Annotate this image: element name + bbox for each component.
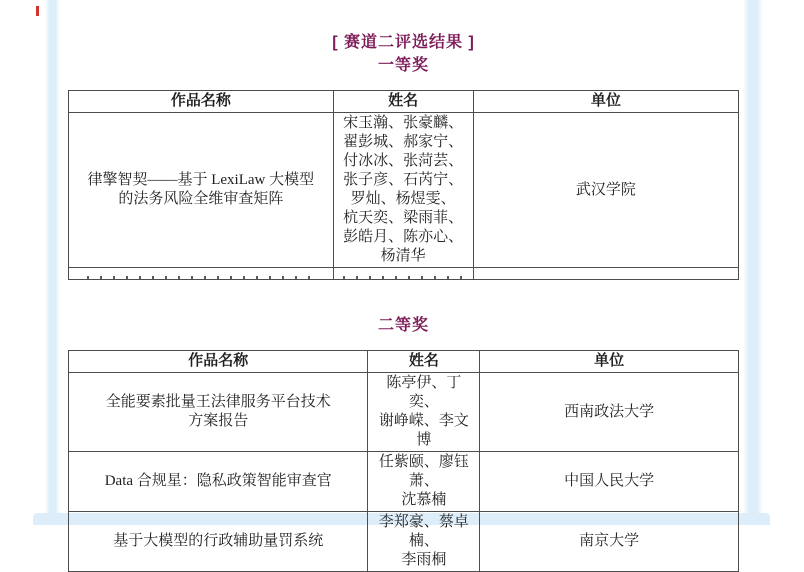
background-stripe-right <box>743 0 763 525</box>
unit-cell: 中国人民大学 <box>480 452 739 512</box>
truncated-names-cell <box>333 268 473 280</box>
truncated-unit-cell <box>473 268 738 280</box>
clipped-text-marks <box>343 276 463 279</box>
column-header-names: 姓名 <box>333 91 473 113</box>
clipped-text-marks <box>87 276 314 279</box>
column-header-unit: 单位 <box>480 351 739 373</box>
prize-heading-second: 二等奖 <box>377 317 429 334</box>
names-cell: 李郑豪、蔡卓楠、 李雨桐 <box>368 512 480 572</box>
page-title: [ 赛道二评选结果 ] <box>332 34 475 51</box>
first-prize-table <box>68 90 739 280</box>
column-header-names: 姓名 <box>368 351 480 373</box>
second-prize-table <box>68 350 739 572</box>
work-cell: 基于大模型的行政辅助量罚系统 <box>69 512 368 572</box>
unit-cell: 武汉学院 <box>473 113 738 268</box>
truncated-row <box>69 268 739 280</box>
column-header-work: 作品名称 <box>69 91 334 113</box>
red-cursor-mark <box>36 6 39 16</box>
work-cell: Data 合规星：隐私政策智能审查官 <box>69 452 368 512</box>
table-row <box>69 512 739 572</box>
names-cell: 任紫颐、廖钰萧、 沈慕楠 <box>368 452 480 512</box>
table-row <box>69 373 739 452</box>
truncated-work-cell <box>69 268 334 280</box>
table-header-row <box>69 351 739 373</box>
unit-cell: 西南政法大学 <box>480 373 739 452</box>
table-row <box>69 452 739 512</box>
unit-cell: 南京大学 <box>480 512 739 572</box>
names-cell: 宋玉瀚、张豪麟、 翟彭城、郝家宁、 付冰冰、张菏芸、 张子彦、石芮宁、 罗灿、杨煜雯、 杭天奕、梁雨菲、 彭皓月、陈亦心、 杨清华 <box>333 113 473 268</box>
work-cell: 律擎智契——基于 LexiLaw 大模型 的法务风险全维审查矩阵 <box>69 113 334 268</box>
article-content <box>68 0 739 572</box>
prize-heading-first: 一等奖 <box>377 57 429 74</box>
table-header-row <box>69 91 739 113</box>
background-stripe-left <box>45 0 60 525</box>
work-cell: 全能要素批量王法律服务平台技术 方案报告 <box>69 373 368 452</box>
names-cell: 陈亭伊、丁奕、 谢峥嵘、李文博 <box>368 373 480 452</box>
column-header-work: 作品名称 <box>69 351 368 373</box>
column-header-unit: 单位 <box>473 91 738 113</box>
table-row <box>69 113 739 268</box>
